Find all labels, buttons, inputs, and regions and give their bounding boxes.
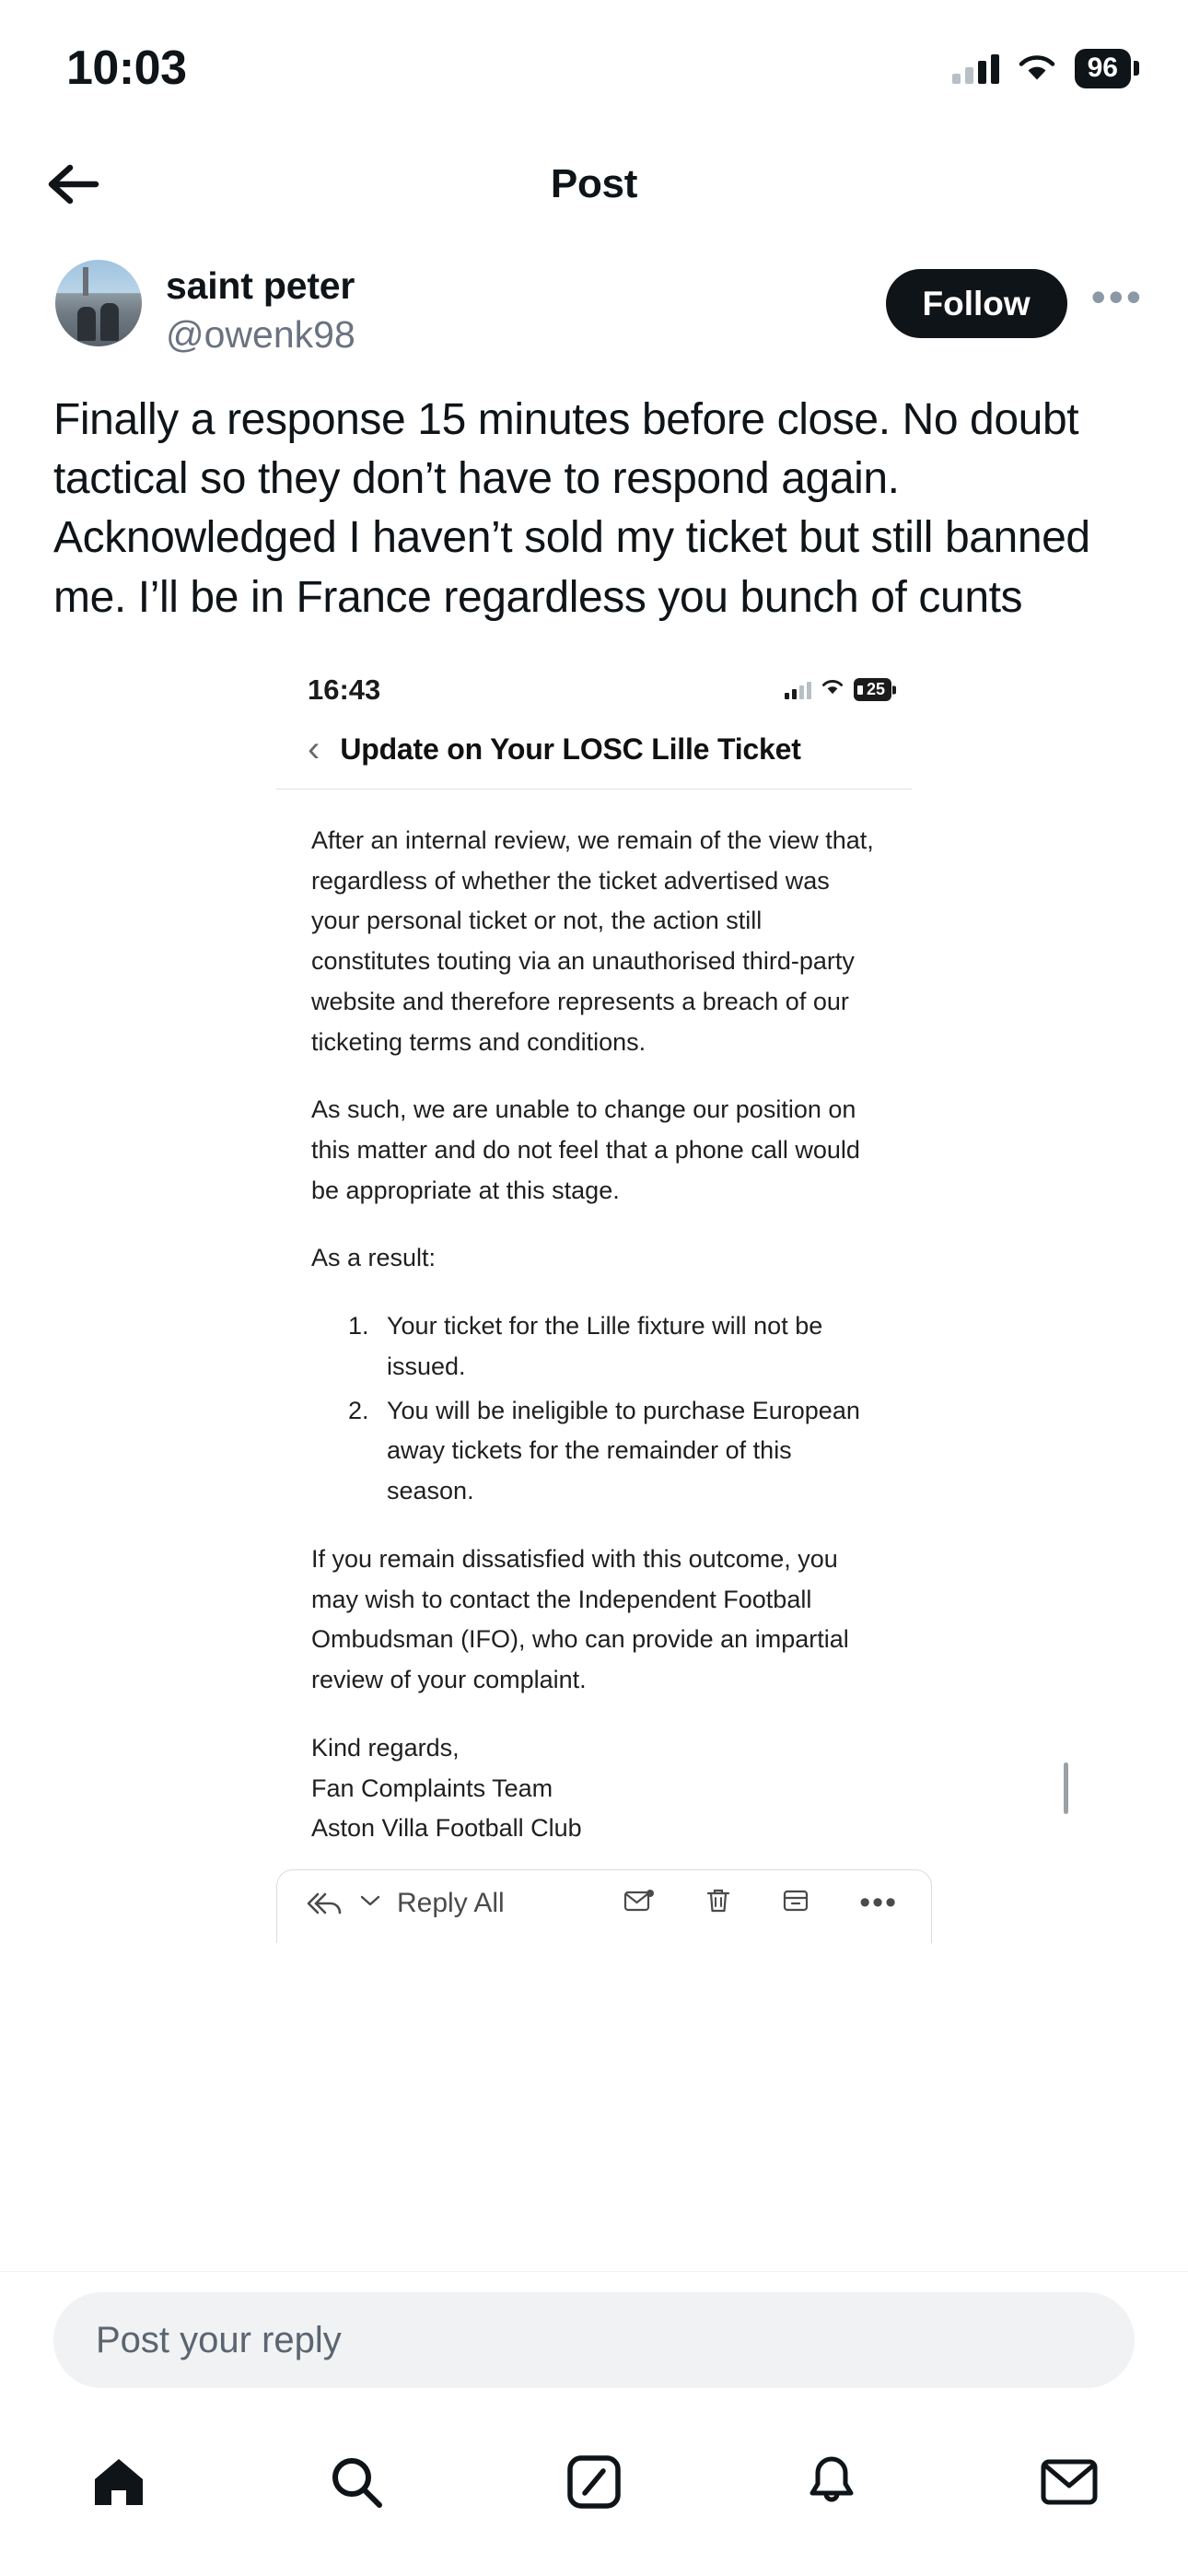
email-paragraph: If you remain dissatisfied with this outcome, you may wish to contact the Independent Football Ombudsman (IFO), who can provide an impartial review of your complaint. — [311, 1544, 849, 1694]
reply-all-icon[interactable] — [305, 1891, 344, 1916]
embedded-battery-indicator: 25 — [854, 678, 891, 701]
email-paragraph: After an internal review, we remain of the view that, regardless of whether the ticket advertised was your personal ticket or not, the action still constitutes touting via an unauthorised third-party website and therefore represents a breach of our ticketing terms and conditions. — [311, 825, 874, 1056]
embedded-status-time: 16:43 — [308, 673, 381, 706]
header-actions — [886, 260, 1144, 338]
list-item: 2. You will be ineligible to purchase European away tickets for the remainder of this season. — [376, 1391, 877, 1512]
list-item: 1. Your ticket for the Lille fixture will not be issued. — [376, 1306, 877, 1387]
status-indicators — [952, 49, 1131, 88]
back-arrow-icon[interactable] — [44, 156, 101, 213]
reply-composer-bar — [0, 2271, 1188, 2412]
signature-line: Kind regards, — [311, 1733, 460, 1762]
tab-search[interactable] — [301, 2440, 412, 2528]
email-signature — [311, 1728, 877, 1849]
email-action-toolbar — [276, 1869, 932, 1943]
delete-icon[interactable] — [705, 1887, 732, 1919]
embedded-screenshot[interactable] — [0, 666, 1188, 1943]
email-paragraph: As such, we are unable to change our position on this matter and do not feel that a phone call would be appropriate at this stage. — [311, 1095, 860, 1204]
post-body-text: Finally a response 15 minutes before close. No doubt tactical so they don’t have to respond again. Acknowledged I haven’t sold my ticket but still banned me. I’ll be in France regardless you bunch of cunts — [53, 394, 1090, 622]
status-bar — [0, 0, 1188, 129]
embedded-cellular-signal-icon — [785, 681, 811, 699]
post-author-header — [0, 240, 1188, 359]
email-body — [276, 790, 912, 1849]
bottom-tab-bar — [0, 2412, 1188, 2576]
embedded-email-navbar — [276, 716, 912, 790]
author-handle: @owenk98 — [166, 313, 355, 357]
signature-line: Aston Villa Football Club — [311, 1814, 582, 1843]
tab-compose[interactable] — [539, 2440, 649, 2528]
tab-notifications[interactable] — [776, 2440, 887, 2528]
embedded-status-bar — [276, 666, 912, 716]
email-consequences-list — [376, 1306, 877, 1512]
tab-messages[interactable] — [1014, 2440, 1124, 2528]
status-time: 10:03 — [66, 41, 187, 95]
follow-button[interactable]: Follow — [886, 269, 1067, 338]
more-options-icon[interactable]: ••• — [1090, 272, 1144, 321]
signature-line: Fan Complaints Team — [311, 1774, 553, 1802]
search-icon — [329, 2454, 384, 2514]
wifi-icon — [1016, 53, 1058, 84]
avatar[interactable] — [55, 260, 142, 346]
reply-input[interactable] — [53, 2292, 1135, 2388]
compose-icon — [567, 2455, 621, 2513]
email-subject: Update on Your LOSC Lille Ticket — [340, 732, 801, 766]
email-paragraph: As a result: — [311, 1244, 437, 1272]
battery-indicator: 96 — [1075, 49, 1131, 88]
embedded-wifi-icon — [821, 678, 844, 701]
tab-home[interactable] — [64, 2440, 174, 2528]
chevron-left-icon[interactable]: ‹ — [308, 729, 320, 770]
archive-icon[interactable] — [782, 1888, 809, 1918]
page-title: Post — [550, 161, 638, 206]
top-navigation-bar — [0, 129, 1188, 240]
more-options-icon[interactable]: ••• — [859, 1885, 898, 1921]
mark-unread-icon[interactable] — [623, 1888, 655, 1918]
home-icon — [90, 2455, 147, 2513]
chevron-down-icon[interactable] — [360, 1894, 380, 1912]
author-names[interactable] — [166, 260, 355, 359]
reply-all-label[interactable]: Reply All — [397, 1887, 505, 1918]
bell-icon — [806, 2454, 857, 2514]
cellular-signal-icon — [952, 53, 999, 84]
embedded-scrollbar[interactable] — [1064, 1762, 1068, 1814]
author-display-name: saint peter — [166, 264, 355, 307]
mail-icon — [1041, 2458, 1098, 2511]
